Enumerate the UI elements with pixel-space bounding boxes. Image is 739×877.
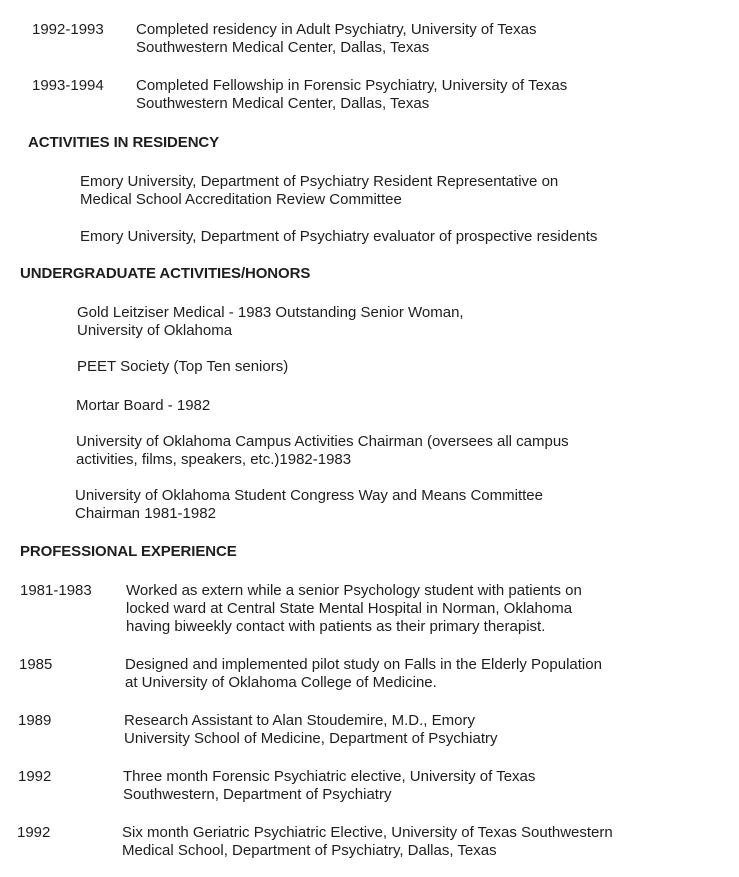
entry-description: [124, 712, 497, 748]
entry-line: Research Assistant to Alan Stoudemire, M.D., Emory: [124, 712, 475, 729]
residency-activity-item: [80, 173, 558, 209]
entry-years: 1992-1993: [32, 21, 104, 38]
entry-description: [125, 656, 602, 692]
entry-line: Three month Forensic Psychiatric elective, University of Texas: [123, 768, 536, 785]
entry-line: University School of Medicine, Department of Psychiatry: [124, 730, 498, 747]
item-line: Emory University, Department of Psychiatry Resident Representative on: [80, 173, 559, 190]
entry-years: 1981-1983: [20, 582, 92, 599]
entry-line: locked ward at Central State Mental Hospital in Norman, Oklahoma: [126, 600, 573, 617]
entry-line: Medical School, Department of Psychiatry, Dallas, Texas: [122, 842, 497, 859]
item-line: University of Oklahoma: [77, 322, 233, 339]
item-line: PEET Society (Top Ten seniors): [77, 358, 289, 375]
item-line: Chairman 1981-1982: [75, 505, 216, 522]
entry-line: having biweekly contact with patients as their primary therapist.: [126, 618, 546, 635]
undergraduate-item: [77, 358, 288, 376]
section-heading-professional-experience: PROFESSIONAL EXPERIENCE: [20, 543, 237, 560]
entry-years: 1993-1994: [32, 77, 104, 94]
item-line: University of Oklahoma Student Congress Way and Means Committee: [75, 487, 543, 504]
entry-years: 1992: [18, 768, 52, 785]
entry-description: [136, 21, 536, 57]
undergraduate-item: [75, 487, 543, 523]
entry-line: Southwestern Medical Center, Dallas, Texas: [136, 39, 430, 56]
undergraduate-item: [77, 304, 464, 340]
item-line: Emory University, Department of Psychiatry evaluator of prospective residents: [80, 228, 598, 245]
entry-description: [123, 768, 535, 804]
section-heading-undergraduate: UNDERGRADUATE ACTIVITIES/HONORS: [20, 265, 311, 282]
entry-line: Six month Geriatric Psychiatric Elective, University of Texas Southwestern: [122, 824, 613, 841]
entry-years: 1992: [17, 824, 51, 841]
entry-description: [122, 824, 613, 860]
item-line: University of Oklahoma Campus Activities Chairman (oversees all campus: [76, 433, 569, 450]
entry-line: Southwestern Medical Center, Dallas, Texas: [136, 95, 430, 112]
item-line: Gold Leitziser Medical - 1983 Outstanding Senior Woman,: [77, 304, 464, 321]
undergraduate-item: [76, 433, 569, 469]
entry-line: Southwestern, Department of Psychiatry: [123, 786, 392, 803]
item-line: Medical School Accreditation Review Committee: [80, 191, 402, 208]
entry-description: [126, 582, 582, 636]
residency-activity-item: [80, 228, 597, 246]
item-line: Mortar Board - 1982: [76, 397, 211, 414]
undergraduate-item: [76, 397, 210, 415]
entry-years: 1985: [19, 656, 53, 673]
entry-line: Worked as extern while a senior Psychology student with patients on: [126, 582, 582, 599]
entry-description: [136, 77, 567, 113]
entry-line: Designed and implemented pilot study on Falls in the Elderly Population: [125, 656, 602, 673]
entry-years: 1989: [18, 712, 52, 729]
item-line: activities, films, speakers, etc.)1982-1983: [76, 451, 352, 468]
entry-line: Completed Fellowship in Forensic Psychiatry, University of Texas: [136, 77, 568, 94]
section-heading-activities-in-residency: ACTIVITIES IN RESIDENCY: [28, 134, 220, 151]
entry-line: at University of Oklahoma College of Medicine.: [125, 674, 437, 691]
entry-line: Completed residency in Adult Psychiatry, University of Texas: [136, 21, 537, 38]
